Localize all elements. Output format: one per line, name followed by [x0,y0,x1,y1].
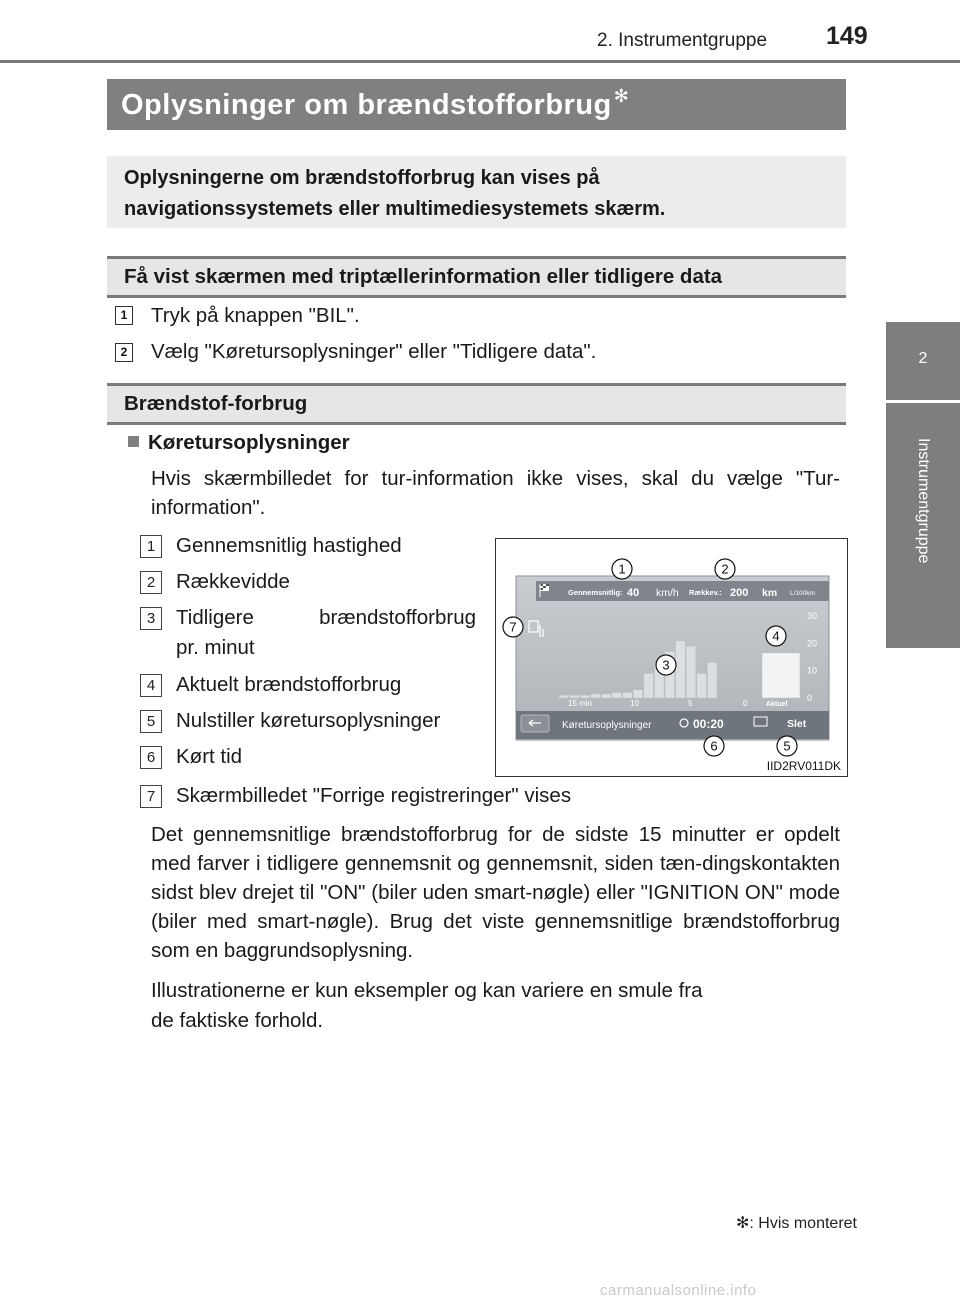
bar-7 [644,673,654,698]
y-tick-label: 30 [807,611,818,621]
y-tick-label: 10 [807,665,818,676]
intro-line-2: navigationssystemets eller multimediesystemets skærm. [124,198,666,220]
bar-3 [686,646,696,698]
header-rule [0,60,960,63]
bar-9 [623,693,633,698]
step-number-1: 1 [115,306,133,325]
bar-15 [559,695,569,698]
item-text-2: Rækkevidde [176,570,290,593]
item-number-2: 2 [140,571,162,594]
callout-label-3: 3 [662,657,670,673]
section-heading-display-text: Få vist skærmen med triptællerinformation eller tidligere data [124,265,723,288]
optional-star-icon: ✻ [613,86,630,106]
avg-speed-label: Gennemsnitlig: [568,588,623,597]
main-title [121,86,629,122]
item-text-4: Aktuelt brændstofforbrug [176,673,402,696]
avg-speed-unit: km/h [656,587,679,599]
item-number-3: 3 [140,607,162,630]
bar-1 [707,662,717,698]
item-text-6: Kørt tid [176,745,243,768]
subheading-text: Køretursoplysninger [148,431,350,454]
step-number-2: 2 [115,343,133,362]
elapsed-time: 00:20 [693,717,724,731]
watermark: carmanualsonline.info [600,1282,757,1299]
callout-label-5: 5 [783,738,791,754]
intro-text [124,163,665,225]
item-number-4: 4 [140,674,162,697]
bar-10 [612,693,622,698]
y-tick-label: 20 [807,638,818,649]
item-text-3b: pr. minut [176,636,255,659]
item-number-5: 5 [140,710,162,733]
step-text-2: Vælg "Køretursoplysninger" eller "Tidligere data". [151,340,597,363]
item-text-7: Skærmbilledet "Forrige registreringer" vises [176,784,572,807]
intro-box [107,156,846,228]
range-value: 200 [730,587,749,599]
chapter-tab-number: 2 [918,350,928,367]
footnote-optional: ✻: Hvis monteret [736,1215,857,1232]
bar-2 [697,673,707,698]
callout-label-4: 4 [772,628,780,644]
bar-12 [591,694,601,698]
figure-code: IID2RV011DK [766,759,841,773]
bar-8 [633,690,643,698]
callout-label-6: 6 [710,738,718,754]
item-text-1: Gennemsnitlig hastighed [176,534,402,557]
section-heading-fuel [107,383,846,425]
page-number: 149 [826,22,868,50]
item-text-3a: Tidligere brændstofforbrug [176,606,476,629]
consumption-unit: L/100km [790,590,815,597]
bar-14 [570,695,580,698]
bar-current [762,653,800,698]
x-tick-label: 15 min [568,699,593,708]
avg-speed-value: 40 [627,587,640,599]
main-title-bar [107,79,846,130]
range-unit: km [762,587,778,599]
trip-info-paragraph: Hvis skærmbilledet for tur-information ikke vises, skal du vælge "Tur-information". [151,467,840,519]
item-number-1: 1 [140,535,162,558]
running-header-section: 2. Instrumentgruppe [597,30,768,51]
item-text-5: Nulstiller køretursoplysninger [176,709,441,732]
bar-11 [601,694,611,698]
x-tick-label: 10 [630,699,639,708]
bar-13 [580,695,590,698]
callout-label-2: 2 [721,561,729,577]
y-tick-label: 0 [807,693,813,703]
x-tick-label: 5 [688,699,693,708]
intro-line-1: Oplysningerne om brændstofforbrug kan vises på [124,167,600,189]
section-heading-display [107,256,846,298]
chapter-tab [886,322,960,400]
callout-label-1: 1 [618,561,626,577]
trip-info-figure [495,538,848,777]
step-text-1: Tryk på knappen "BIL". [151,304,360,327]
bar-4 [676,641,686,698]
average-consumption-paragraph: Det gennemsnitlige brændstofforbrug for de sidste 15 minutter er opdelt med farver i tidligere gennemsnit og gennemsnit, siden tæn-dingskontakten sidst blev drejet til "ON" (biler uden smart-nøgle) eller "IGNITION ON" mode (biler med smart-nøgle). Brug det viste gennemsnitlige brændstofforbrug som en baggrundsoplysning. [151,823,840,962]
callout-label-7: 7 [509,619,517,635]
subheading [128,428,350,457]
current-label: Aktuel [766,701,788,708]
x-tick-label: 0 [743,699,748,708]
main-title-text: Oplysninger om brændstofforbrug [121,89,612,121]
reset-button-label[interactable]: Slet [787,718,807,730]
chapter-tab-label: Instrumentgruppe [915,438,932,564]
item-number-7: 7 [140,785,162,808]
screen-footer-title: Køretursoplysninger [562,720,652,731]
trip-info-screen-illustration [496,539,847,776]
section-heading-fuel-text: Brændstof-forbrug [124,392,308,415]
range-label: Rækkev.: [689,588,722,597]
bullet-square-icon [128,436,139,447]
disclaimer-line-2: de faktiske forhold. [151,1009,324,1032]
item-number-6: 6 [140,746,162,769]
disclaimer-line-1: Illustrationerne er kun eksempler og kan variere en smule fra [151,979,703,1002]
